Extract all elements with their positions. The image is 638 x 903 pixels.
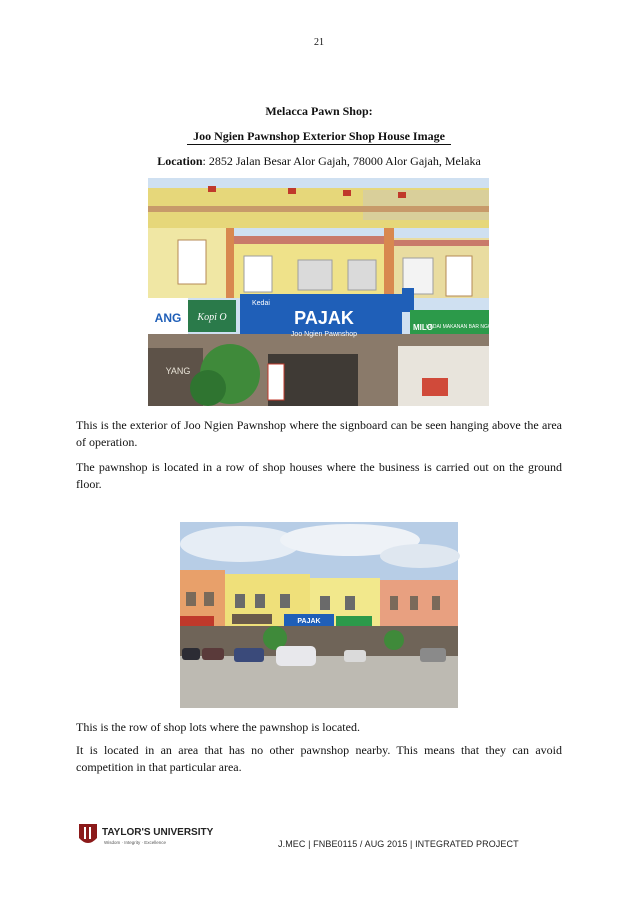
title-line-1: Melacca Pawn Shop: [265,104,373,118]
university-crest-icon [76,822,216,852]
kopi-sign-text: Kopi O [197,312,227,323]
shop-row-illustration [180,522,458,708]
university-name: TAYLOR'S UNIVERSITY [102,827,214,838]
title-line-2-text: Joo Ngien Pawnshop Exterior Shop House Image [187,129,451,145]
university-tagline: Wisdom · Integrity · Excellence [104,840,167,845]
location-label: Location [157,154,203,168]
kedai-sign-text: Kedai [252,300,270,307]
milo-sign-text: MILO [413,323,433,332]
shop-front-photo [148,178,510,406]
location-value: : 2852 Jalan Besar Alor Gajah, 78000 Alor Gajah, Melaka [202,154,481,168]
pajak-sign-subtext: Joo Ngien Pawnshop [290,331,358,338]
taylors-university-logo [76,822,216,852]
shop-row-pajak-text: PAJAK [297,618,321,625]
yang-sign-text: YANG [165,366,191,376]
shop-front-illustration [148,178,510,406]
paragraph-1: This is the exterior of Joo Ngien Pawnshop where the signboard can be seen hanging above the area of operation. [76,418,562,449]
right-sign-text: KEDAI MAKANAN BAR NGOH JUAN [426,324,510,330]
footer-text: J.MEC | FNBE0115 / AUG 2015 | INTEGRATED PROJECT [278,839,519,849]
title-line-2 [0,129,638,144]
pajak-sign-text: PAJAK [294,308,354,328]
location-line [0,154,638,169]
page-number: 21 [314,37,324,48]
paragraph-4: It is located in an area that has no other pawnshop nearby. This means that they can avoid competition in that particular area. [76,743,562,774]
paragraph-3: This is the row of shop lots where the pawnshop is located. [76,720,360,734]
paragraph-2: The pawnshop is located in a row of shop houses where the business is carried out on the ground floor. [76,460,562,491]
shop-row-photo [180,522,458,708]
left-sign-text: ANG [154,311,182,325]
